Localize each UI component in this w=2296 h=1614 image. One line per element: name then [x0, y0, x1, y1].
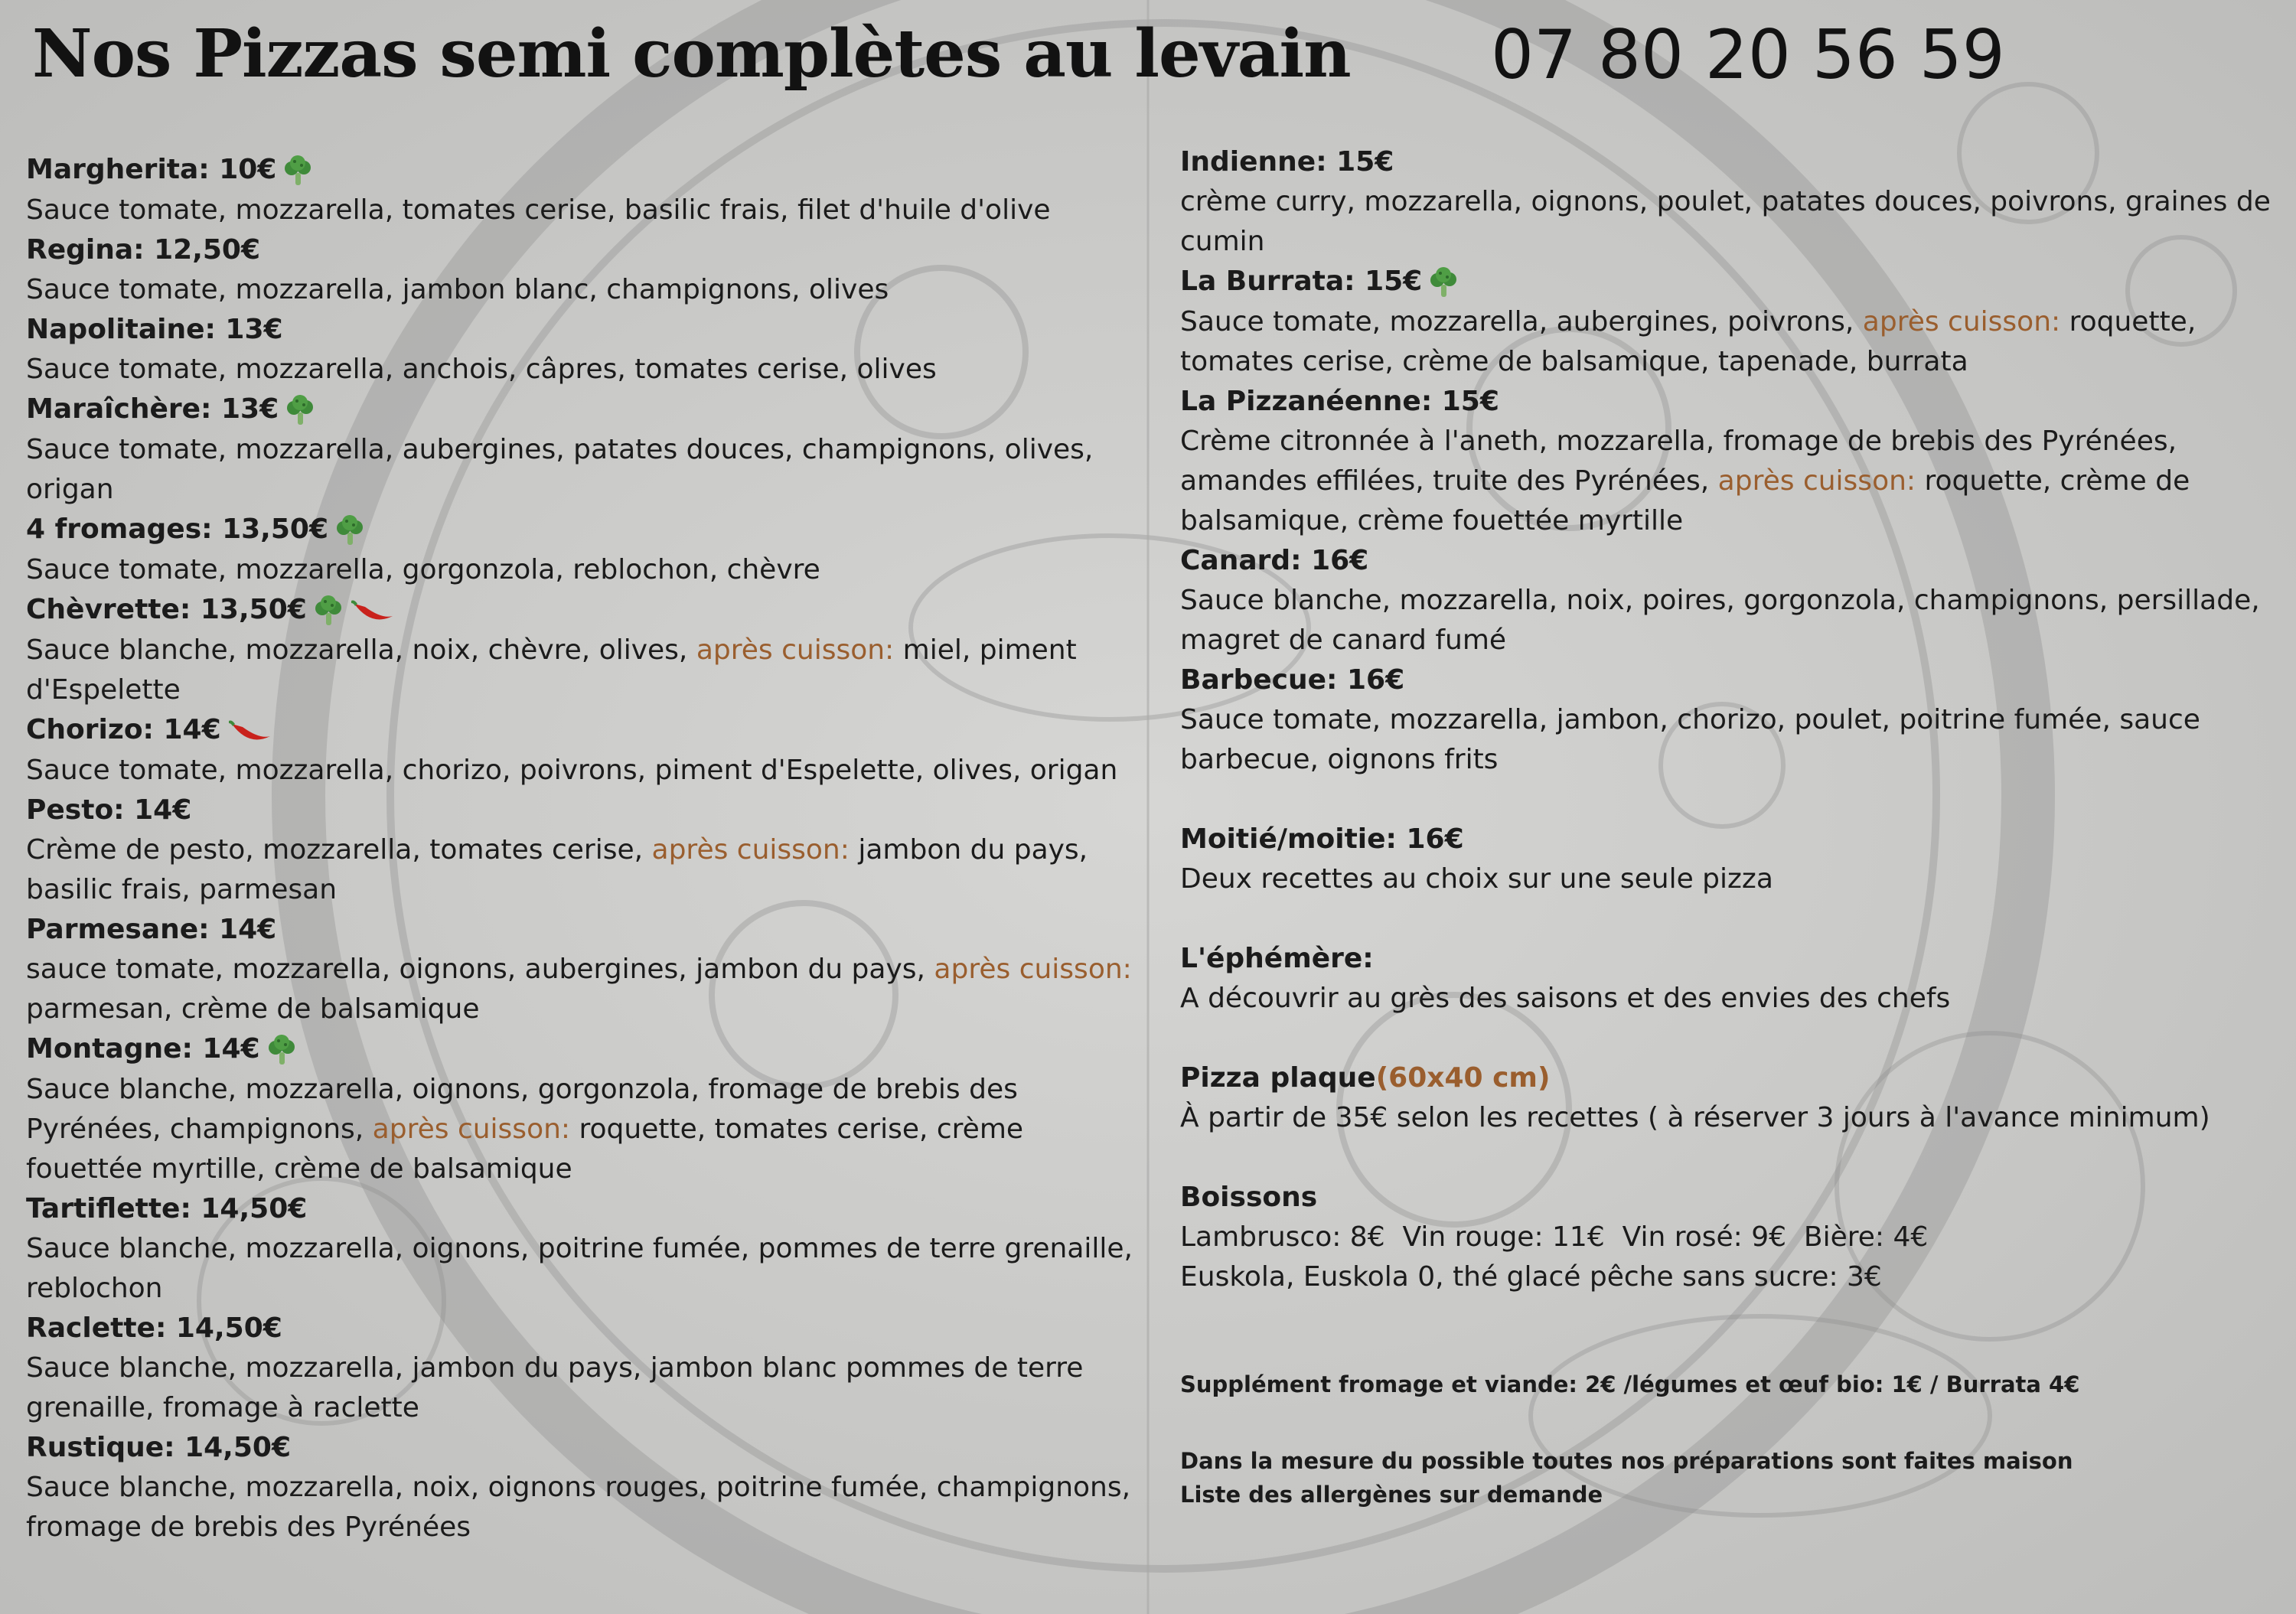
half-half-item	[1180, 820, 2275, 899]
broccoli-icon	[311, 595, 345, 628]
pizza-item	[26, 710, 1143, 791]
pizza-item	[26, 1029, 1143, 1189]
pizza-name: Barbecue: 16€	[1180, 664, 1405, 696]
pizza-description	[26, 631, 1143, 710]
pizza-name: Canard: 16€	[1180, 545, 1369, 576]
pizza-item	[1180, 660, 2275, 780]
pizza-icons	[265, 1030, 302, 1070]
ingredients-text: roquette, crème de balsamique, crème fouettée myrtille	[1180, 465, 2190, 536]
pizza-description	[1180, 182, 2275, 262]
homemade-note: Dans la mesure du possible toutes nos préparations sont faites maison	[1180, 1448, 2073, 1474]
pizza-description	[1180, 581, 2275, 660]
broccoli-icon	[333, 514, 367, 548]
broccoli-icon	[1427, 266, 1460, 300]
pizza-item	[26, 1428, 1143, 1547]
pizza-item	[26, 910, 1143, 1029]
pizza-description	[1180, 422, 2275, 541]
pizza-icons	[333, 510, 370, 550]
menu-left-column	[26, 150, 1143, 1547]
pizza-name: Tartiflette: 14,50€	[26, 1193, 308, 1224]
pizza-item	[26, 1189, 1143, 1309]
after-cooking-label: après cuisson:	[372, 1113, 571, 1145]
pizza-description	[26, 1348, 1143, 1428]
ingredients-text: crème curry, mozzarella, oignons, poulet, patates douces, poivrons, graines de cumin	[1180, 186, 2271, 257]
pizza-name: Indienne: 15€	[1180, 146, 1394, 178]
ingredients-text: Sauce tomate, mozzarella, aubergines, poivrons,	[1180, 306, 1863, 337]
drinks-line-2: Euskola, Euskola 0, thé glacé pêche sans sucre: 3€	[1180, 1261, 1882, 1293]
pizza-item	[26, 390, 1143, 510]
pizza-name: La Burrata: 15€	[1180, 266, 1423, 297]
pizza-icons	[1427, 262, 1463, 302]
pizza-description	[26, 751, 1143, 791]
ingredients-text: jambon du pays, basilic frais, parmesan	[26, 834, 1088, 905]
chili-pepper-icon	[226, 716, 273, 747]
pizza-item	[26, 590, 1143, 710]
ingredients-text: parmesan, crème de balsamique	[26, 993, 480, 1025]
pizza-icons	[281, 151, 318, 191]
pizza-list-right	[1180, 142, 2275, 780]
pizza-item	[26, 510, 1143, 590]
pizza-name: Maraîchère: 13€	[26, 393, 279, 425]
menu-right-column	[1180, 142, 2275, 1511]
supplement-note: Supplément fromage et viande: 2€ /légumes et œuf bio: 1€ / Burrata 4€	[1180, 1371, 2080, 1397]
sheet-pizza-desc: À partir de 35€ selon les recettes ( à réserver 3 jours à l'avance minimum)	[1180, 1102, 2210, 1133]
ingredients-text: Sauce tomate, mozzarella, aubergines, patates douces, champignons, olives, origan	[26, 434, 1094, 505]
pizza-icons	[226, 711, 276, 751]
pizza-name: Chèvrette: 13,50€	[26, 594, 307, 625]
half-half-desc: Deux recettes au choix sur une seule pizza	[1180, 863, 1773, 895]
after-cooking-label: après cuisson:	[1862, 306, 2061, 337]
sheet-pizza-size: (60x40 cm)	[1375, 1062, 1551, 1094]
pizza-name: Napolitaine: 13€	[26, 314, 283, 345]
pizza-description	[26, 1468, 1143, 1547]
after-cooking-label: après cuisson:	[651, 834, 850, 866]
pizza-name: Parmesane: 14€	[26, 914, 277, 945]
ingredients-text: Sauce blanche, mozzarella, oignons, poitrine fumée, pommes de terre grenaille, reblochon	[26, 1233, 1133, 1304]
chili-pepper-icon	[348, 596, 396, 627]
ingredients-text: Sauce blanche, mozzarella, noix, chèvre, olives,	[26, 634, 696, 666]
pizza-description	[1180, 700, 2275, 780]
ingredients-text: sauce tomate, mozzarella, oignons, aubergines, jambon du pays,	[26, 954, 934, 985]
half-half-name: Moitié/moitie: 16€	[1180, 823, 1464, 855]
pizza-description	[26, 830, 1143, 910]
ephemeral-name: L'éphémère:	[1180, 943, 1374, 974]
after-cooking-label: après cuisson:	[934, 954, 1132, 985]
pizza-description	[1180, 302, 2275, 382]
ingredients-text: Sauce blanche, mozzarella, noix, poires, gorgonzola, champignons, persillade, magret de canard fumé	[1180, 585, 2260, 656]
broccoli-icon	[265, 1034, 298, 1068]
sheet-pizza-name: Pizza plaque	[1180, 1062, 1376, 1094]
ingredients-text: Sauce blanche, mozzarella, oignons, gorgonzola, fromage de brebis des Pyrénées, champignons,	[26, 1074, 1018, 1145]
ingredients-text: Crème citronnée à l'aneth, mozzarella, fromage de brebis des Pyrénées, amandes effilées, truite des Pyrénées,	[1180, 426, 2177, 497]
broccoli-icon	[281, 155, 315, 188]
pizza-description	[26, 950, 1143, 1029]
ingredients-text: miel, piment d'Espelette	[26, 634, 1077, 706]
pizza-name: Chorizo: 14€	[26, 714, 221, 745]
pizza-item	[26, 230, 1143, 310]
drinks-section	[1180, 1178, 2275, 1297]
pizza-icons	[311, 591, 399, 631]
pizza-description	[26, 191, 1143, 230]
pizza-description	[26, 430, 1143, 510]
pizza-name: Raclette: 14,50€	[26, 1312, 282, 1344]
ingredients-text: Sauce tomate, mozzarella, jambon blanc, champignons, olives	[26, 274, 889, 305]
ingredients-text: Sauce tomate, mozzarella, jambon, chorizo, poulet, poitrine fumée, sauce barbecue, oignons frits	[1180, 704, 2200, 775]
pizza-name: La Pizzanéenne: 15€	[1180, 386, 1499, 417]
pizza-description	[26, 550, 1143, 590]
ingredients-text: Sauce blanche, mozzarella, jambon du pays, jambon blanc pommes de terre grenaille, fromage à raclette	[26, 1352, 1084, 1423]
pizza-description	[26, 1229, 1143, 1309]
pizza-item	[26, 791, 1143, 910]
pizza-description	[26, 350, 1143, 390]
pizza-icons	[283, 390, 320, 430]
pizza-name: Pesto: 14€	[26, 794, 192, 826]
pizza-item	[26, 1309, 1143, 1428]
page-title: Nos Pizzas semi complètes au levain	[32, 15, 1351, 93]
sheet-pizza-item	[1180, 1058, 2275, 1138]
ephemeral-desc: A découvrir au grès des saisons et des envies des chefs	[1180, 983, 1951, 1014]
pizza-item	[1180, 382, 2275, 541]
drinks-line-1: Lambrusco: 8€ Vin rouge: 11€ Vin rosé: 9€ Bière: 4€	[1180, 1221, 1929, 1253]
pizza-description	[26, 270, 1143, 310]
ingredients-text: roquette, tomates cerise, crème fouettée myrtille, crème de balsamique	[26, 1113, 1024, 1185]
pizza-item	[26, 150, 1143, 230]
after-cooking-label: après cuisson:	[1717, 465, 1916, 497]
phone-number[interactable]: 07 80 20 56 59	[1491, 15, 2005, 94]
ingredients-text: Sauce tomate, mozzarella, chorizo, poivrons, piment d'Espelette, olives, origan	[26, 755, 1118, 786]
drinks-title: Boissons	[1180, 1182, 1318, 1213]
ingredients-text: Crème de pesto, mozzarella, tomates cerise,	[26, 834, 652, 866]
ingredients-text: Sauce tomate, mozzarella, gorgonzola, reblochon, chèvre	[26, 554, 820, 585]
pizza-item	[1180, 142, 2275, 262]
pizza-item	[1180, 541, 2275, 660]
pizza-item	[26, 310, 1143, 390]
ephemeral-item	[1180, 939, 2275, 1019]
allergens-note: Liste des allergènes sur demande	[1180, 1482, 1603, 1508]
broccoli-icon	[283, 394, 317, 428]
ingredients-text: Sauce tomate, mozzarella, anchois, câpres, tomates cerise, olives	[26, 354, 937, 385]
ingredients-text: roquette, tomates cerise, crème de balsamique, tapenade, burrata	[1180, 306, 2197, 377]
pizza-description	[26, 1070, 1143, 1189]
pizza-item	[1180, 262, 2275, 382]
pizza-name: 4 fromages: 13,50€	[26, 514, 328, 545]
after-cooking-label: après cuisson:	[696, 634, 895, 666]
pizza-name: Regina: 12,50€	[26, 234, 261, 266]
pizza-name: Rustique: 14,50€	[26, 1432, 291, 1463]
pizza-name: Montagne: 14€	[26, 1033, 260, 1065]
ingredients-text: Sauce tomate, mozzarella, tomates cerise, basilic frais, filet d'huile d'olive	[26, 194, 1051, 226]
pizza-name: Margherita: 10€	[26, 154, 277, 185]
ingredients-text: Sauce blanche, mozzarella, noix, oignons rouges, poitrine fumée, champignons, fromage de brebis des Pyrénées	[26, 1472, 1131, 1543]
